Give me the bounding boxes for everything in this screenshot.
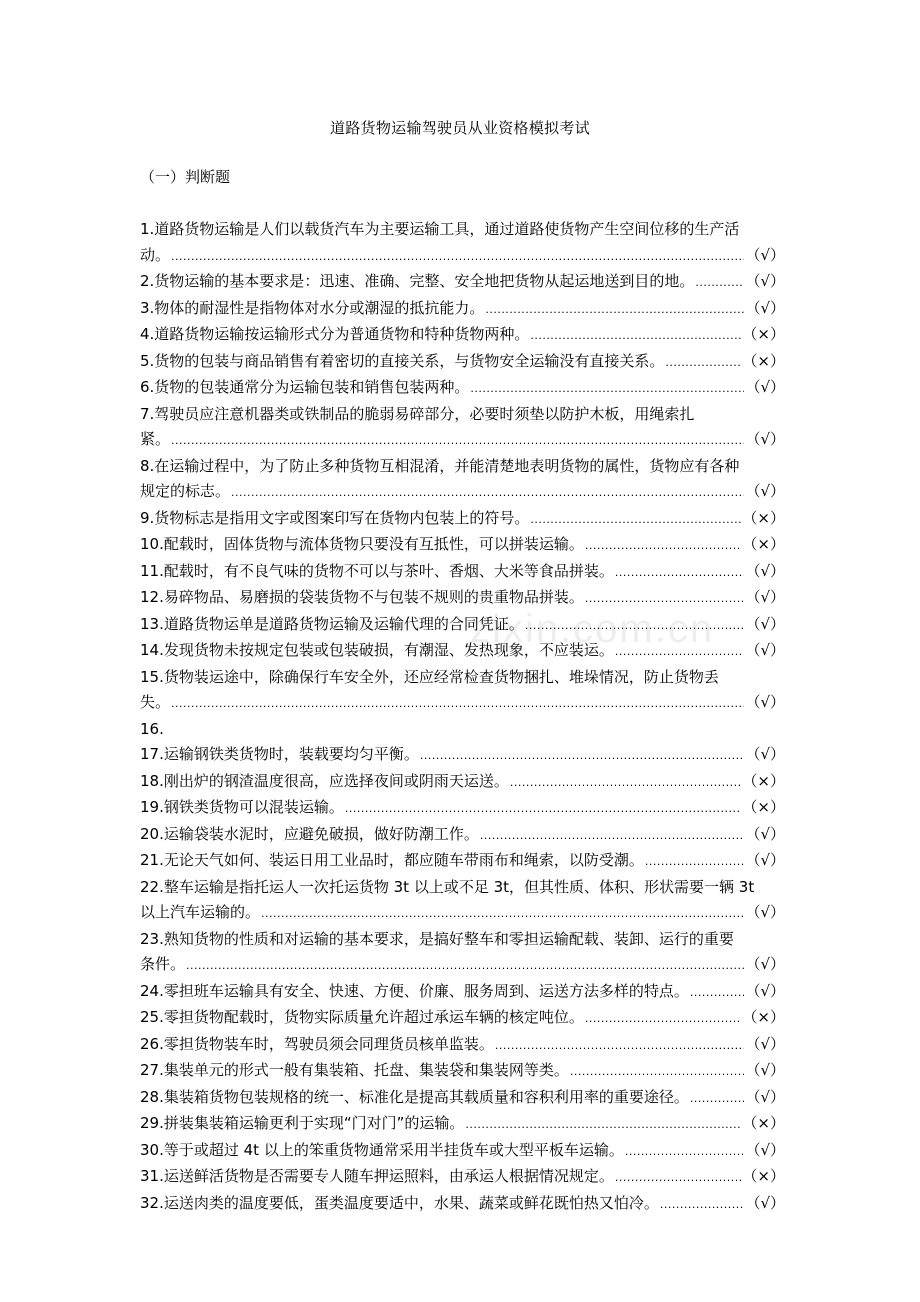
answer-mark: （√）: [745, 561, 785, 580]
question-text: 21.无论天气如何、装运日用工业品时，都应随车带雨布和绳索，以防受潮。: [140, 851, 644, 869]
question-line: [140, 559, 785, 586]
answer-mark: （√）: [745, 851, 785, 869]
question-line: [140, 532, 785, 559]
question-text: 14.发现货物未按规定包装或包装破损，有潮湿、发热现象，不应装运。: [140, 641, 614, 659]
question-line: [140, 349, 785, 376]
question-line: [140, 1058, 785, 1085]
answer-mark: （√）: [745, 1140, 785, 1159]
answer-mark: （√）: [745, 1193, 785, 1212]
question-text: 3.物体的耐湿性是指物体对水分或潮湿的抵抗能力。: [140, 298, 485, 317]
dot-leader: [665, 350, 741, 376]
question-text: 10.配载时，固体货物与流体货物只要没有互抵性，可以拼装运输。: [140, 535, 584, 553]
question-line: [140, 1032, 785, 1059]
answer-mark: （×）: [742, 508, 785, 527]
question-line: [140, 585, 785, 612]
question-item: [140, 822, 785, 849]
question-line: [140, 612, 785, 639]
question-item: [140, 717, 785, 743]
section-heading: （一）判断题: [140, 168, 231, 186]
question-item: [140, 506, 785, 533]
question-text: 12.易碎物品、易磨损的袋装货物不与包装不规则的贵重物品拼装。: [140, 588, 584, 606]
question-text: 16.: [140, 719, 164, 738]
dot-leader: [615, 560, 745, 586]
question-item: [140, 296, 785, 323]
dot-leader: [690, 980, 745, 1006]
question-text: 29.拼装集装箱运输更利于实现“门对门”的运输。: [140, 1114, 465, 1132]
question-text: 9.货物标志是指用文字或图案印写在货物内包装上的符号。: [140, 508, 530, 527]
question-item: [140, 1085, 785, 1112]
watermark: zixin.com.cn: [470, 607, 715, 651]
question-item: [140, 1111, 785, 1138]
question-text: 31.运送鲜活货物是否需要专人随车押运照料，由承运人根据情况规定。: [140, 1167, 614, 1185]
question-line: [140, 243, 785, 270]
answer-mark: （√）: [745, 641, 785, 659]
question-item: [140, 454, 785, 506]
question-text: 32.运送肉类的温度要低，蛋类温度要适中，水果、蔬菜或鲜花既怕热又怕冷。: [140, 1193, 659, 1212]
dot-leader: [615, 1165, 742, 1191]
question-line: [140, 296, 785, 323]
dot-leader: [186, 953, 744, 979]
question-item: [140, 848, 785, 875]
dot-leader: [171, 244, 744, 270]
question-text: 5.货物的包装与商品销售有着密切的直接关系，与货物安全运输没有直接关系。: [140, 351, 665, 370]
answer-mark: （√）: [745, 824, 785, 843]
question-text: 28.集装箱货物包装规格的统一、标准化是提高其载质量和容积利用率的重要途径。: [140, 1087, 689, 1106]
question-text: 动。: [140, 245, 171, 264]
dot-leader: [615, 639, 745, 665]
question-item: [140, 769, 785, 796]
answer-mark: （×）: [742, 1114, 785, 1132]
question-line: [140, 1111, 785, 1138]
question-text: 20.运输袋装水泥时，应避免破损，做好防潮工作。: [140, 824, 479, 843]
question-item: [140, 559, 785, 586]
question-item: [140, 1164, 785, 1191]
answer-mark: （√）: [745, 1087, 785, 1106]
answer-mark: （√）: [745, 903, 785, 921]
question-item: [140, 638, 785, 665]
answer-mark: （√）: [745, 272, 785, 290]
question-text: 30.等于或超过 4t 以上的笨重货物通常采用半挂货车或大型平板车运输。: [140, 1140, 624, 1159]
question-item: [140, 375, 785, 402]
dot-leader: [470, 376, 744, 402]
dot-leader: [171, 428, 744, 454]
question-item: [140, 742, 785, 769]
question-text: 规定的标志。: [140, 482, 231, 500]
question-item: [140, 979, 785, 1006]
question-item: [140, 612, 785, 639]
dot-leader: [231, 480, 744, 506]
question-line: [140, 427, 785, 454]
question-item: [140, 665, 785, 717]
question-item: [140, 795, 785, 822]
question-text: 27.集装单元的形式一般有集装箱、托盘、集装袋和集装网等类。: [140, 1061, 569, 1079]
question-text: 8.在运输过程中，为了防止多种货物互相混淆，并能清楚地表明货物的属性，货物应有各种: [140, 456, 740, 475]
question-text: 紧。: [140, 430, 171, 448]
answer-mark: （√）: [745, 1061, 785, 1079]
answer-mark: （√）: [745, 614, 785, 633]
question-text: 22.整车运输是指托运人一次托运货物 3t 以上或不足 3t，但其性质、体积、形状需要一辆 3t: [140, 877, 755, 896]
dot-leader: [695, 270, 744, 296]
dot-leader: [465, 1112, 741, 1138]
question-line: [140, 822, 785, 849]
answer-mark: （×）: [742, 1167, 785, 1185]
question-text: 17.运输钢铁类货物时，装载要均匀平衡。: [140, 745, 419, 763]
question-line: [140, 322, 785, 349]
dot-leader: [585, 586, 745, 612]
question-item: [140, 927, 785, 979]
question-text: 19.钢铁类货物可以混装运输。: [140, 798, 344, 816]
question-line: [140, 1164, 785, 1191]
question-line: [140, 506, 785, 533]
question-text: 条件。: [140, 955, 186, 973]
question-item: [140, 1058, 785, 1085]
answer-mark: （√）: [745, 1034, 785, 1053]
dot-leader: [530, 323, 741, 349]
question-text: 2.货物运输的基本要求是：迅速、准确、完整、安全地把货物从起运地送到目的地。: [140, 272, 695, 290]
dot-leader: [585, 533, 742, 559]
answer-mark: （×）: [742, 1008, 785, 1026]
answer-mark: （√）: [745, 588, 785, 606]
question-text: 7.驾驶员应注意机器类或铁制品的脆弱易碎部分，必要时须垫以防护木板，用绳索扎: [140, 404, 695, 423]
question-text: 11.配载时，有不良气味的货物不可以与茶叶、香烟、大米等食品拼装。: [140, 561, 614, 580]
question-line: [140, 742, 785, 769]
question-line: [140, 375, 785, 402]
question-item: [140, 1032, 785, 1059]
question-line: [140, 1191, 785, 1218]
question-item: [140, 322, 785, 349]
dot-leader: [261, 901, 744, 927]
question-line: [140, 769, 785, 796]
question-line: [140, 1005, 785, 1032]
question-line: [140, 979, 785, 1006]
question-line: [140, 900, 785, 927]
answer-mark: （√）: [745, 482, 785, 500]
question-line: [140, 795, 785, 822]
dot-leader: [345, 796, 742, 822]
dot-leader: [530, 507, 741, 533]
dot-leader: [525, 613, 745, 639]
answer-mark: （√）: [745, 378, 785, 396]
question-item: [140, 1138, 785, 1165]
dot-leader: [480, 823, 745, 849]
question-text: 25.零担货物配载时，货物实际质量允许超过承运车辆的核定吨位。: [140, 1008, 584, 1026]
question-line: [140, 690, 785, 717]
dot-leader: [690, 1086, 745, 1112]
dot-leader: [660, 1192, 745, 1218]
question-text: 失。: [140, 693, 171, 711]
question-item: [140, 349, 785, 376]
answer-mark: （×）: [742, 325, 785, 343]
question-item: [140, 585, 785, 612]
question-line: [140, 269, 785, 296]
dot-leader: [485, 297, 744, 323]
question-list: [140, 217, 785, 1217]
dot-leader: [495, 1033, 745, 1059]
question-text: 13.道路货物运单是道路货物运输及运输代理的合同凭证。: [140, 614, 524, 633]
question-text: 6.货物的包装通常分为运输包装和销售包装两种。: [140, 378, 470, 396]
dot-leader: [585, 1006, 742, 1032]
question-item: [140, 217, 785, 269]
question-text: 23.熟知货物的性质和对运输的基本要求，是搞好整车和零担运输配载、装卸、运行的重要: [140, 929, 734, 948]
question-item: [140, 1005, 785, 1032]
question-line: [140, 479, 785, 506]
dot-leader: [570, 1059, 745, 1085]
question-item: [140, 1191, 785, 1218]
question-item: [140, 532, 785, 559]
answer-mark: （×）: [742, 535, 785, 553]
answer-mark: （√）: [745, 745, 785, 763]
question-line: [140, 717, 785, 743]
question-line: [140, 1138, 785, 1165]
dot-leader: [645, 849, 745, 875]
question-text: 以上汽车运输的。: [140, 903, 261, 921]
question-text: 24.零担班车运输具有安全、快速、方便、价廉、服务周到、运送方法多样的特点。: [140, 981, 689, 1000]
answer-mark: （√）: [745, 430, 785, 448]
dot-leader: [510, 770, 742, 796]
question-text: 18.刚出炉的钢渣温度很高，应选择夜间或阴雨天运送。: [140, 771, 509, 790]
question-item: [140, 269, 785, 296]
answer-mark: （√）: [745, 955, 785, 973]
question-line: [140, 952, 785, 979]
answer-mark: （√）: [745, 693, 785, 711]
answer-mark: （×）: [742, 798, 785, 816]
question-text: 26.零担货物装车时，驾驶员须会同理货员核单监装。: [140, 1034, 494, 1053]
answer-mark: （√）: [745, 298, 785, 317]
answer-mark: （×）: [742, 771, 785, 790]
page-title: 道路货物运输驾驶员从业资格模拟考试: [329, 119, 591, 137]
dot-leader: [625, 1139, 745, 1165]
question-text: 1.道路货物运输是人们以载货汽车为主要运输工具，通过道路使货物产生空间位移的生产活: [140, 220, 740, 238]
dot-leader: [420, 743, 745, 769]
answer-mark: （×）: [742, 351, 785, 370]
question-line: [140, 638, 785, 665]
dot-leader: [171, 691, 744, 717]
answer-mark: （√）: [745, 245, 785, 264]
question-text: 15.货物装运途中，除确保行车安全外，还应经常检查货物捆扎、堆垛情况，防止货物丢: [140, 667, 719, 686]
question-line: [140, 848, 785, 875]
question-line: [140, 1085, 785, 1112]
answer-mark: （√）: [745, 981, 785, 1000]
question-item: [140, 402, 785, 454]
question-item: [140, 875, 785, 927]
question-text: 4.道路货物运输按运输形式分为普通货物和特种货物两种。: [140, 325, 530, 343]
